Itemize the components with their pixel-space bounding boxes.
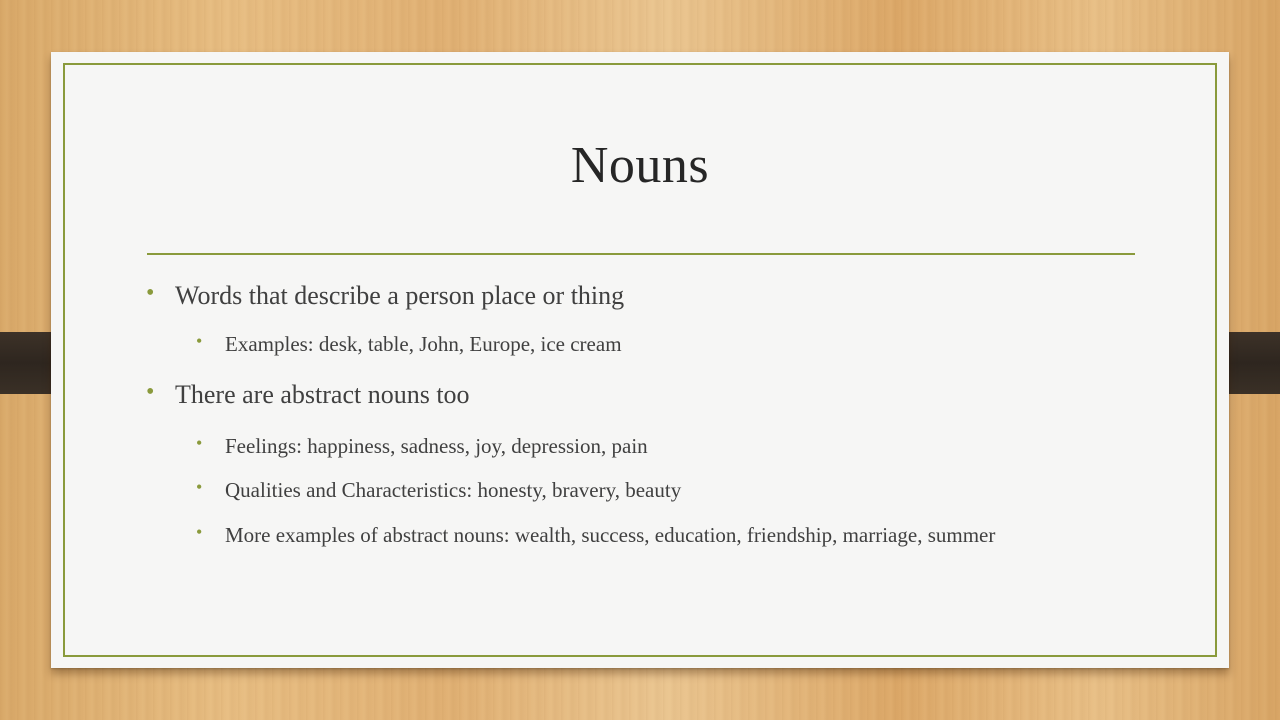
bullet-dot-icon: • [196,433,203,453]
bullet-text: More examples of abstract nouns: wealth, success, education, friendship, marriage, summer [225,523,996,547]
bullet-dot-icon: • [196,477,203,497]
bullet-text: Qualities and Characteristics: honesty, bravery, beauty [225,478,682,502]
bullet-text: Feelings: happiness, sadness, joy, depression, pain [225,434,648,458]
bullet-text: Examples: desk, table, John, Europe, ice cream [225,332,622,356]
bullet-level1-0 [146,280,625,311]
bullet-level2-1-1 [196,477,1105,503]
bullet-level1-1 [146,379,470,410]
bullet-text: There are abstract nouns too [175,380,470,409]
title-divider [147,253,1135,255]
bullet-dot-icon: • [196,522,203,542]
bullet-level2-0-0 [196,331,1105,357]
bullet-dot-icon: • [146,280,155,306]
bullet-dot-icon: • [196,331,203,351]
bullet-text: Words that describe a person place or thing [175,281,625,310]
slide-title: Nouns [570,137,710,194]
bullet-dot-icon: • [146,379,155,405]
slide-paper [51,52,1229,668]
bullet-level2-1-2 [196,522,1105,548]
bullet-level2-1-0 [196,433,1105,459]
